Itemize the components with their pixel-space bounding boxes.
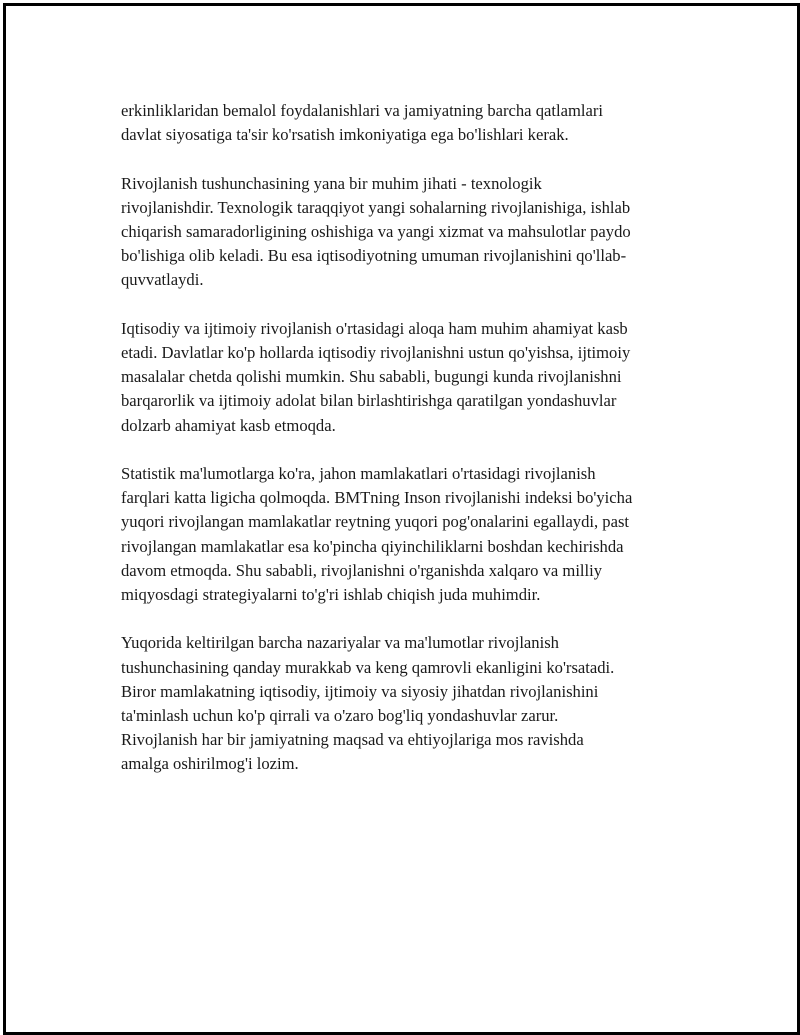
text-line: tushunchasining qanday murakkab va keng qamrovli ekanligini ko'rsatadi. — [121, 657, 615, 677]
text-line: davlat siyosatiga ta'sir ko'rsatish imkoniyatiga ega bo'lishlari kerak. — [121, 125, 569, 145]
paragraph-1 — [121, 99, 701, 147]
text-line: davom etmoqda. Shu sababli, rivojlanishni o'rganishda xalqaro va milliy — [121, 560, 603, 580]
text-line: barqarorlik va ijtimoiy adolat bilan birlashtirishga qaratilgan yondashuvlar — [121, 391, 617, 411]
document-body — [121, 99, 701, 801]
text-line: Biror mamlakatning iqtisodiy, ijtimoiy va siyosiy jihatdan rivojlanishini — [121, 681, 599, 701]
text-line: ta'minlash uchun ko'p qirrali va o'zaro bog'liq yondashuvlar zarur. — [121, 706, 559, 726]
text-line: chiqarish samaradorligining oshishiga va yangi xizmat va mahsulotlar paydo — [121, 222, 631, 241]
text-line: Rivojlanish har bir jamiyatning maqsad va ehtiyojlariga mos ravishda — [121, 730, 584, 750]
paragraph-2 — [121, 172, 701, 293]
text-line: dolzarb ahamiyat kasb etmoqda. — [121, 415, 336, 435]
text-line: bo'lishiga olib keladi. Bu esa iqtisodiyotning umuman rivojlanishini qo'llab- — [121, 246, 627, 266]
text-line: rivojlangan mamlakatlar esa ko'pincha qiyinchiliklarni boshdan kechirishda — [121, 536, 624, 556]
text-line: rivojlanishdir. Texnologik taraqqiyot yangi sohalarning rivojlanishiga, ishlab — [121, 197, 631, 217]
text-line: quvvatlaydi. — [121, 270, 204, 290]
text-line: Yuqorida keltirilgan barcha nazariyalar va ma'lumotlar rivojlanish — [121, 633, 559, 653]
text-line: amalga oshirilmog'i lozim. — [121, 754, 299, 774]
text-line: Rivojlanish tushunchasining yana bir muhim jihati - texnologik — [121, 173, 542, 193]
text-line: Statistik ma'lumotlarga ko'ra, jahon mamlakatlari o'rtasidagi rivojlanish — [121, 464, 596, 483]
text-line: erkinliklaridan bemalol foydalanishlari va jamiyatning barcha qatlamlari — [121, 101, 603, 120]
page-frame — [3, 3, 800, 1035]
paragraph-3 — [121, 317, 701, 438]
text-line: etadi. Davlatlar ko'p hollarda iqtisodiy rivojlanishni ustun qo'yishsa, ijtimoiy — [121, 343, 631, 362]
text-line: miqyosdagi strategiyalarni to'g'ri ishlab chiqish juda muhimdir. — [121, 585, 541, 605]
text-line: masalalar chetda qolishi mumkin. Shu sababli, bugungi kunda rivojlanishni — [121, 367, 622, 387]
paragraph-4 — [121, 462, 701, 607]
text-line: Iqtisodiy va ijtimoiy rivojlanish o'rtasidagi aloqa ham muhim ahamiyat kasb — [121, 318, 628, 338]
text-line: farqlari katta ligicha qolmoqda. BMTning Inson rivojlanishi indeksi bo'yicha — [121, 488, 633, 508]
paragraph-5 — [121, 631, 701, 776]
text-line: yuqori rivojlangan mamlakatlar reytning yuqori pog'onalarini egallaydi, past — [121, 512, 630, 532]
